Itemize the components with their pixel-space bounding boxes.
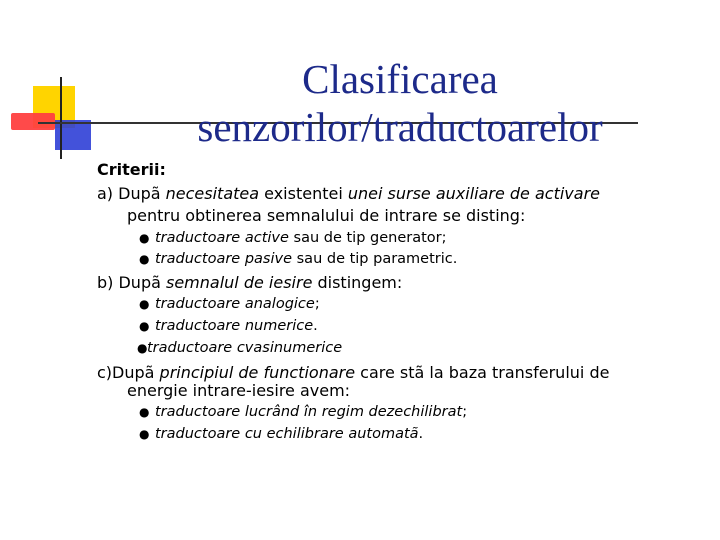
- list-item-em: traductoare cvasinumerice: [147, 340, 343, 356]
- criterion-a-continuation: pentru obtinerea semnalului de intrare se disting:: [127, 206, 526, 225]
- bullet-icon: ●: [139, 231, 150, 245]
- list-item-rest: sau de tip parametric.: [292, 251, 458, 267]
- list-item-em: traductoare numerice: [155, 318, 314, 334]
- criterion-b-prefix: b) Dupã: [97, 273, 166, 292]
- list-item: [139, 251, 457, 267]
- list-item-em: traductoare cu echilibrare automatã: [155, 426, 419, 442]
- list-item-rest: ;: [314, 296, 320, 312]
- title-line-1: Clasificarea: [302, 56, 498, 103]
- criterion-c-prefix: c)Dupã: [97, 363, 160, 382]
- criterion-b-rest: distingem:: [312, 273, 403, 292]
- criteria-heading: Criterii:: [97, 160, 166, 179]
- decor-vertical-line: [60, 77, 62, 159]
- list-item-rest: sau de tip generator;: [288, 230, 447, 246]
- bullet-icon: ●: [139, 252, 150, 266]
- slide-title: [130, 55, 670, 151]
- list-item: [139, 318, 318, 334]
- criterion-a-em1: necesitatea: [165, 184, 260, 203]
- list-item-em: traductoare active: [155, 230, 289, 246]
- criterion-c-em: principiul de functionare: [159, 363, 356, 382]
- criterion-c-continuation: energie intrare-iesire avem:: [127, 381, 351, 400]
- list-item: [139, 404, 467, 420]
- criterion-a-prefix: a) Dupã: [97, 184, 166, 203]
- bullet-icon: ●: [139, 319, 150, 333]
- criterion-c-line: [97, 363, 609, 382]
- criterion-a-em2: unei surse auxiliare de activare: [347, 184, 600, 203]
- bullet-icon: ●: [139, 297, 150, 311]
- list-item-em: traductoare lucrând în regim dezechilibrat: [155, 404, 463, 420]
- list-item-em: traductoare pasive: [155, 251, 293, 267]
- criterion-b-em: semnalul de iesire: [166, 273, 313, 292]
- bullet-icon: ●: [137, 341, 148, 355]
- list-item-em: traductoare analogice: [155, 296, 315, 312]
- list-item: [139, 426, 423, 442]
- criterion-b-line: [97, 273, 402, 292]
- bullet-icon: ●: [139, 427, 150, 441]
- criterion-a-mid: existentei: [259, 184, 348, 203]
- list-item-rest: .: [418, 426, 424, 442]
- list-item: [139, 230, 447, 246]
- title-line-2: senzorilor/traductoarelor: [197, 104, 603, 151]
- bullet-icon: ●: [139, 405, 150, 419]
- list-item-rest: .: [313, 318, 318, 334]
- criterion-a-line: [97, 184, 600, 203]
- list-item-rest: ;: [462, 404, 468, 420]
- list-item: [139, 296, 320, 312]
- list-item: [137, 340, 342, 356]
- criterion-c-rest: care stã la baza transferului de: [355, 363, 610, 382]
